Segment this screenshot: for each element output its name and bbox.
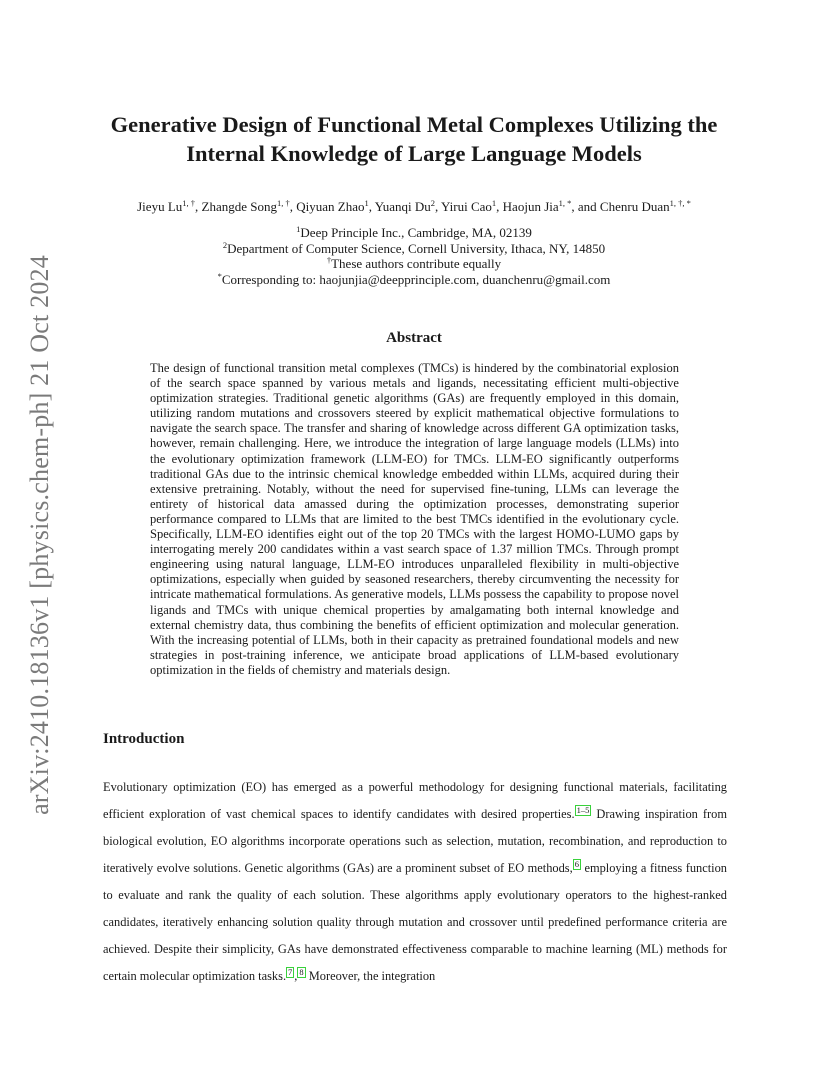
introduction-heading: Introduction [103,731,185,747]
affiliation-list [60,225,768,287]
affiliation: $^1$Deep Principle Inc., Cambridge, MA, 02139 [296,224,532,240]
introduction-text: Evolutionary optimization (EO) has emerged as a powerful methodology for designing functional materials, facilitating efficient exploration of vast chemical spaces to identify candidates with desired properties. 1–5 Drawing inspiration from biological evolution, EO algorithms incorporate operations such as selection, mutation, recombination, and reproduction to iteratively evolve solutions. Genetic algorithms (GAs) are a prominent subset of EO methods, 6 employing a fitness function to evaluate and rank the quality of each solution. These algorithms apply evolutionary operators to the highest-ranked candidates, iteratively enhancing solution quality through mutation and crossover until predefined performance criteria are achieved. Despite their simplicity, GAs have demonstrated effectiveness comparable to machine learning (ML) methods for certain molecular optimization tasks. 7 , 8 Moreover, the integration [103,780,727,983]
arxiv-identifier [24,240,56,830]
citation-link[interactable]: 8 [299,967,304,977]
title-line-2: Internal Knowledge of Large Language Models [186,141,642,166]
citation-link[interactable]: 1–5 [576,805,590,815]
author: Haojun Jia$^{1, *}$, and [502,198,600,214]
abstract-text: The design of functional transition metal complexes (TMCs) is hindered by the combinatorial explosion of the search space spanned by various metals and ligands, necessitating efficient multi-objective optimization strategies. Traditional genetic algorithms (GAs) are frequently employed in this domain, utilizing random mutations and crossovers steered by explicit mathematical objective formulations to navigate the search space. The transfer and sharing of knowledge across different GA optimization tasks, however, remain challenging. Here, we introduce the integration of large language models (LLMs) into the evolutionary optimization framework (LLM-EO) for TMCs. LLM-EO significantly outperforms traditional GAs due to the intrinsic chemical knowledge embedded within LLMs, acquired during their extensive pretraining. Notably, without the need for supervised fine-tuning, LLMs can leverage the entirety of historical data amassed during the optimization processes, demonstrating superior performance compared to LLMs that are limited to the best TMCs identified in the evolutionary cycle. Specifically, LLM-EO identifies eight out of the top 20 TMCs with the largest HOMO-LUMO gaps by interrogating merely 200 candidates within a vast search space of 1.37 million TMCs. Through prompt engineering using natural language, LLM-EO introduces unparalleled flexibility in multi-objective optimizations, especially when guided by seasoned researchers, thereby circumventing the necessity for intricate mathematical formulations. As generative models, LLMs possess the capability to propose novel ligands and TMCs with unique chemical properties by amalgamating both internal knowledge and external chemistry data, thus combining the benefits of efficient optimization and molecular generation. With the increasing potential of LLMs, both in their capacity as pretrained foundational models and new strategies in post-training inference, we anticipate broad applications of LLM-based evolutionary optimization in the fields of chemistry and materials design. [150,361,679,677]
paper-title [60,110,768,168]
author-list [60,198,768,216]
author: Zhangde Song$^{1, \dagger}$, [201,198,297,214]
author: Yirui Cao$^1$, [441,198,503,214]
citation-link[interactable]: 7 [288,967,293,977]
arxiv-identifier-text: arXiv:2410.18136v1 [physics.chem-ph] 21 Oct 2024 [25,255,54,815]
author: Chenru Duan$^{1, \dagger, *}$ [599,198,691,214]
abstract-heading: Abstract [386,330,442,346]
affiliation: *Corresponding to: haojunjia@deepprinciple.com, duanchenru@gmail.com [217,270,611,287]
affiliation: $^2$Department of Computer Science, Cornell University, Ithaca, NY, 14850 [222,239,606,256]
author: Jieyu $Lu^{1, \dagger}$, [137,198,202,214]
citation-link[interactable]: 6 [574,859,579,869]
title-line-1: Generative Design of Functional Metal Complexes Utilizing the [110,112,718,137]
author: Qiyuan Zhao$^1$, [296,198,375,214]
author: Yuanqi Du$^2$, [374,198,441,214]
affiliation: †These authors contribute equally [326,255,502,272]
